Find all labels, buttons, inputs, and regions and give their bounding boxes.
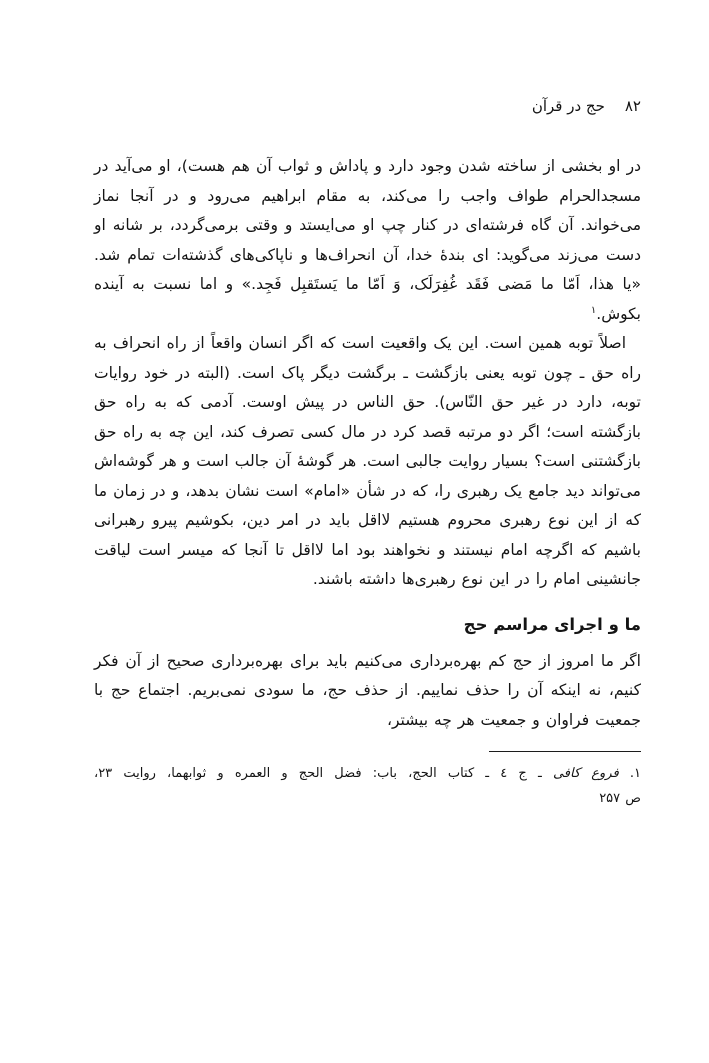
running-title: حج در قرآن (531, 97, 605, 115)
page-body (94, 152, 641, 735)
paragraph-2: اصلاً توبه همین است. این یک واقعیت است که اگر انسان واقعاً از راه انحراف به راه حق ـ چون توبه یعنی بازگشت ـ برگشت دیگر پاک است. (البته در خود روایات توبه، دارد در غیر حق النّاس). حق الناس در پیش اوست. آدمی که به راه حق بازگشته است؛ اگر دو مرتبه قصد کرد در مال کسی تصرف کند، این چه به راه حق بازگشتنی است؟ بسیار روایت جالبی است. هر گوشهٔ آن جالب است و هر گوشه‌اش می‌تواند دید جامع یک رهبری را، که در شأن «امام» است نشان بدهد، و در زمان ما که از این نوع رهبری محروم هستیم لااقل باید در امر دین، بکوشیم پیرو رهبرانی باشیم که اگرچه امام نیستند و نخواهند بود اما لااقل تا آنجا که میسر است لیاقت جانشینی امام را در این نوع رهبری‌ها داشته باشند. (94, 334, 641, 588)
footnote-source-title: فروع کافی (552, 766, 619, 781)
page-number: ۸۲ (624, 97, 641, 115)
footnote-reference-superscript: ۱ (590, 304, 597, 316)
paragraph-1 (94, 152, 641, 329)
page-header (94, 96, 641, 116)
footnote-marker: ۱. (618, 766, 641, 781)
footnote-reference-text: ـ ج ٤ ـ کتاب الحج، باب: فضل الحج و العمره و ثوابهما، روایت ۲۳، (94, 766, 553, 781)
footnote-area (94, 751, 641, 811)
section-heading: ما و اجرای مراسم حج (463, 614, 641, 634)
footnote-separator-rule (489, 751, 641, 752)
footnote-line-2: ص ۲۵۷ (599, 791, 641, 806)
footnote-line-1 (94, 761, 641, 786)
paragraph-3: اگر ما امروز از حج کم بهره‌برداری می‌کنیم باید برای بهره‌برداری صحیح از آن فکر کنیم، نه اینکه آن را حذف نماییم. از حذف حج، ما سودی نمی‌بریم. اجتماع حج با جمعیت فراوان و جمعیت هر چه بیشتر، (94, 651, 641, 729)
paragraph-1-text: در او بخشی از ساخته شدن وجود دارد و پاداش و ثواب آن هم هست)، او می‌آید در مسجدالحرام طواف واجب را می‌کند، به مقام ابراهیم می‌رود و در آنجا نماز می‌خواند. آن گاه فرشته‌ای در کنار چپ او می‌ایستد و وقتی برمی‌گردد، بر شانه او دست می‌زند می‌گوید: ای بندهٔ خدا، آن انحراف‌ها و ناپاکی‌های گذشته‌ات تمام شد. «یا هذا، اَمّا ما مَضی فَقَد غُفِرَلَک، وَ اَمّا ما یَستَقبِل فَجِد.» و اما نسبت به آینده بکوش. (94, 157, 641, 323)
